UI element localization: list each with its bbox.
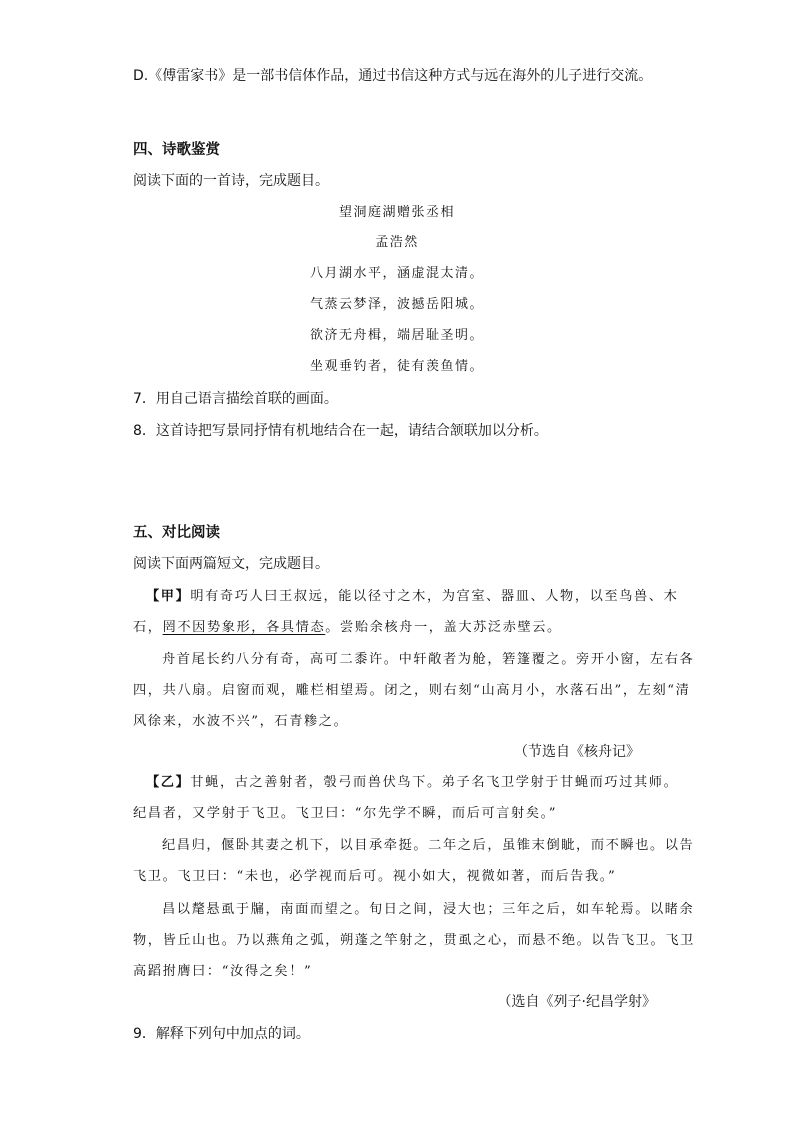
section5-instruction: 阅读下面两篇短文，完成题目。 (133, 556, 329, 572)
jia-source: （节选自《核舟记》 (514, 744, 640, 760)
jia-tag: 【甲】 (146, 589, 191, 604)
jia-paragraph-1-line-1 (146, 587, 678, 607)
yi-paragraph-2-line-1: 纪昌归，偃卧其妻之机下，以目承牵挺。二年之后，虽锥末倒眦，而不瞬也。以告 (162, 838, 695, 853)
yi-text: 甘蝇，古之善射者，彀弓而兽伏鸟下。弟子名飞卫学射于甘蝇而巧过其师。 (190, 775, 679, 790)
poem-line: 坐观垂钓者，徒有羡鱼情。 (309, 359, 484, 374)
poem-line: 气蒸云梦泽，波撼岳阳城。 (309, 297, 484, 312)
section4-instruction: 阅读下面的一首诗，完成题目。 (133, 173, 329, 189)
yi-paragraph-3-line-1: 昌以氂悬虱于牖，南面而望之。旬日之间，浸大也；三年之后，如车轮焉。以睹余 (162, 902, 695, 917)
question-8: 8．这首诗把写景同抒情有机地结合在一起，请结合颔联加以分析。 (133, 423, 548, 439)
poem-title: 望洞庭湖赠张丞相 (338, 205, 455, 220)
section4-heading: 四、诗歌鉴赏 (133, 142, 220, 158)
question-7: 7．用自己语言描绘首联的画面。 (133, 391, 338, 407)
poem-line: 欲济无舟楫，端居耻圣明。 (309, 328, 484, 343)
yi-paragraph-3-line-3: 高蹈拊膺曰：“汝得之矣！” (133, 964, 313, 979)
question-9: 9．解释下列句中加点的词。 (133, 1026, 310, 1042)
jia-underlined-sentence: 罔不因势象形，各具情态 (162, 620, 326, 635)
jia-text: 石， (133, 620, 163, 635)
section5-heading: 五、对比阅读 (133, 525, 220, 541)
jia-text: 。尝贻余核舟一，盖大苏泛赤壁云。 (325, 620, 562, 635)
jia-paragraph-2-line-3: 风徐来，水波不兴”，石青糁之。 (133, 714, 349, 729)
poem-author: 孟浩然 (375, 235, 419, 250)
yi-paragraph-2-line-2: 飞卫。飞卫曰：“未也，必学视而后可。视小如大，视微如著，而后告我。” (133, 869, 617, 884)
jia-paragraph-1-line-2 (133, 618, 562, 638)
jia-paragraph-2-line-2: 四，共八扇。启窗而观，雕栏相望焉。闭之，则右刻“山高月小，水落石出”，左刻“清 (133, 683, 691, 698)
yi-paragraph-3-line-2: 物，皆丘山也。乃以燕角之弧，朔蓬之竿射之，贯虱之心，而悬不绝。以告飞卫。飞卫 (133, 933, 695, 948)
yi-paragraph-1-line-1 (146, 773, 678, 793)
jia-text: 明有奇巧人曰王叔远，能以径寸之木，为宫室、器皿、人物，以至鸟兽、木 (190, 589, 679, 604)
yi-tag: 【乙】 (146, 775, 191, 790)
yi-paragraph-1-line-2: 纪昌者，又学射于飞卫。飞卫曰：“尔先学不瞬，而后可言射矣。” (133, 806, 558, 821)
poem-line: 八月湖水平，涵虚混太清。 (309, 266, 484, 281)
option-d: D.《傅雷家书》是一部书信体作品，通过书信这种方式与远在海外的儿子进行交流。 (133, 68, 653, 84)
yi-source: （选自《列子·纪昌学射》 (497, 994, 656, 1010)
jia-paragraph-2-line-1: 舟首尾长约八分有奇，高可二黍许。中轩敞者为舱，箬篷覆之。旁开小窗，左右各 (162, 652, 695, 667)
